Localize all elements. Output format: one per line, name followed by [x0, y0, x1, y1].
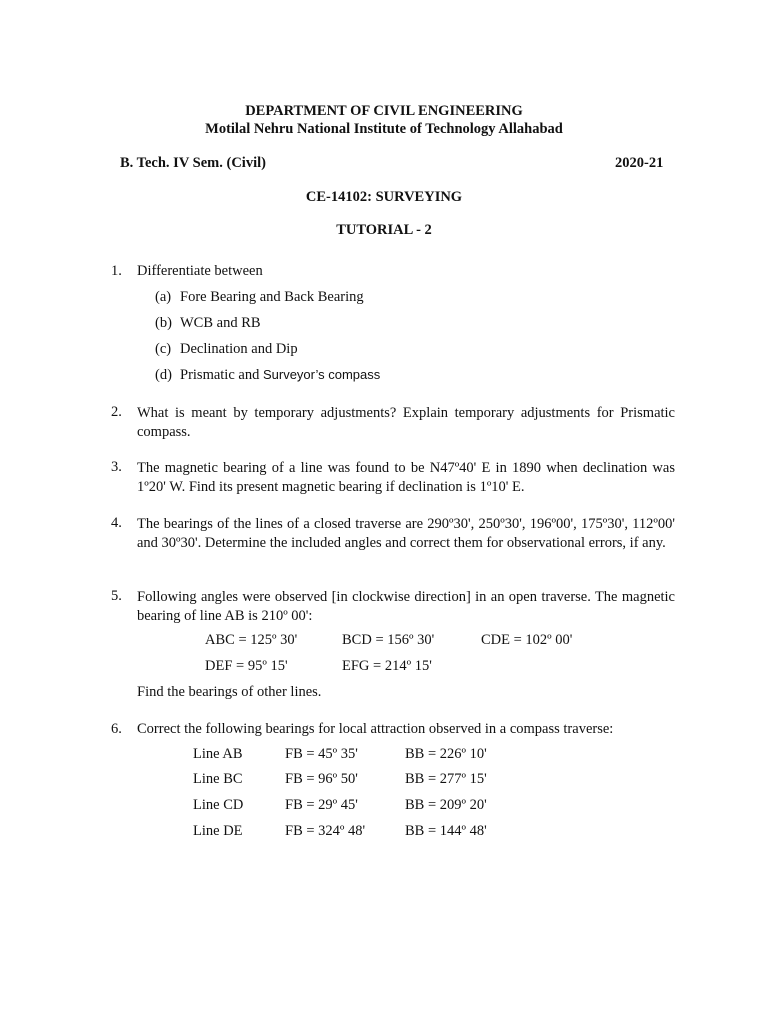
tutorial-title: TUTORIAL - 2 [336, 222, 432, 238]
angle-value: BCD = 156º 30' [342, 632, 435, 648]
sub-item-text: Fore Bearing and Back Bearing [180, 289, 364, 305]
question-text: The bearings of the lines of a closed traverse are 290º30', 250º30', 196º00', 175º30', 112º00' and 30º30'. Determine the included angles and correct them for observational errors, if any. [137, 516, 675, 551]
sub-item-text [180, 367, 380, 384]
question-number: 6. [111, 721, 122, 737]
course-title: CE-14102: SURVEYING [305, 189, 463, 205]
line-name: Line AB [193, 746, 243, 762]
sub-item-text: Declination and Dip [180, 341, 298, 357]
fore-bearing: FB = 29º 45' [285, 797, 358, 813]
back-bearing: BB = 144º 48' [405, 823, 487, 839]
sub-item-label: (b) [155, 315, 172, 331]
question-text: What is meant by temporary adjustments? Explain temporary adjustments for Prismatic compass. [137, 405, 675, 440]
program-label: B. Tech. IV Sem. (Civil) [120, 155, 266, 171]
angle-value: DEF = 95º 15' [205, 658, 288, 674]
angle-value: EFG = 214º 15' [342, 658, 432, 674]
line-name: Line DE [193, 823, 243, 839]
sub-item-text-tail: Surveyor’s compass [262, 367, 381, 382]
question-text: The magnetic bearing of a line was found to be N47º40' E in 1890 when declination was 1º20' W. Find its present magnetic bearing if declination is 1º10' E. [137, 460, 675, 495]
question-number: 3. [111, 459, 122, 475]
back-bearing: BB = 277º 15' [405, 771, 487, 787]
back-bearing: BB = 209º 20' [405, 797, 487, 813]
sub-item-label: (c) [155, 341, 172, 357]
question-text: Differentiate between [137, 263, 263, 279]
sub-item-text-main: Prismatic and [180, 367, 260, 383]
fore-bearing: FB = 324º 48' [285, 823, 366, 839]
fore-bearing: FB = 45º 35' [285, 746, 358, 762]
back-bearing: BB = 226º 10' [405, 746, 487, 762]
fore-bearing: FB = 96º 50' [285, 771, 358, 787]
question-text: Correct the following bearings for local attraction observed in a compass traverse: [137, 721, 614, 737]
question-number: 1. [111, 263, 122, 279]
question-number: 4. [111, 515, 122, 531]
question-footer: Find the bearings of other lines. [137, 684, 322, 700]
department-title: DEPARTMENT OF CIVIL ENGINEERING [245, 103, 523, 119]
question-number: 2. [111, 404, 122, 420]
line-name: Line BC [193, 771, 243, 787]
line-name: Line CD [193, 797, 244, 813]
question-text: Following angles were observed [in clockwise direction] in an open traverse. The magnetic bearing of line AB is 210º 00': [137, 589, 675, 624]
sub-item-text: WCB and RB [180, 315, 261, 331]
angle-value: CDE = 102º 00' [481, 632, 573, 648]
academic-year: 2020-21 [615, 155, 664, 171]
question-number: 5. [111, 588, 122, 604]
institute-title: Motilal Nehru National Institute of Technology Allahabad [205, 121, 563, 137]
sub-item-label: (a) [155, 289, 172, 305]
angle-value: ABC = 125º 30' [205, 632, 298, 648]
sub-item-label: (d) [155, 367, 172, 383]
